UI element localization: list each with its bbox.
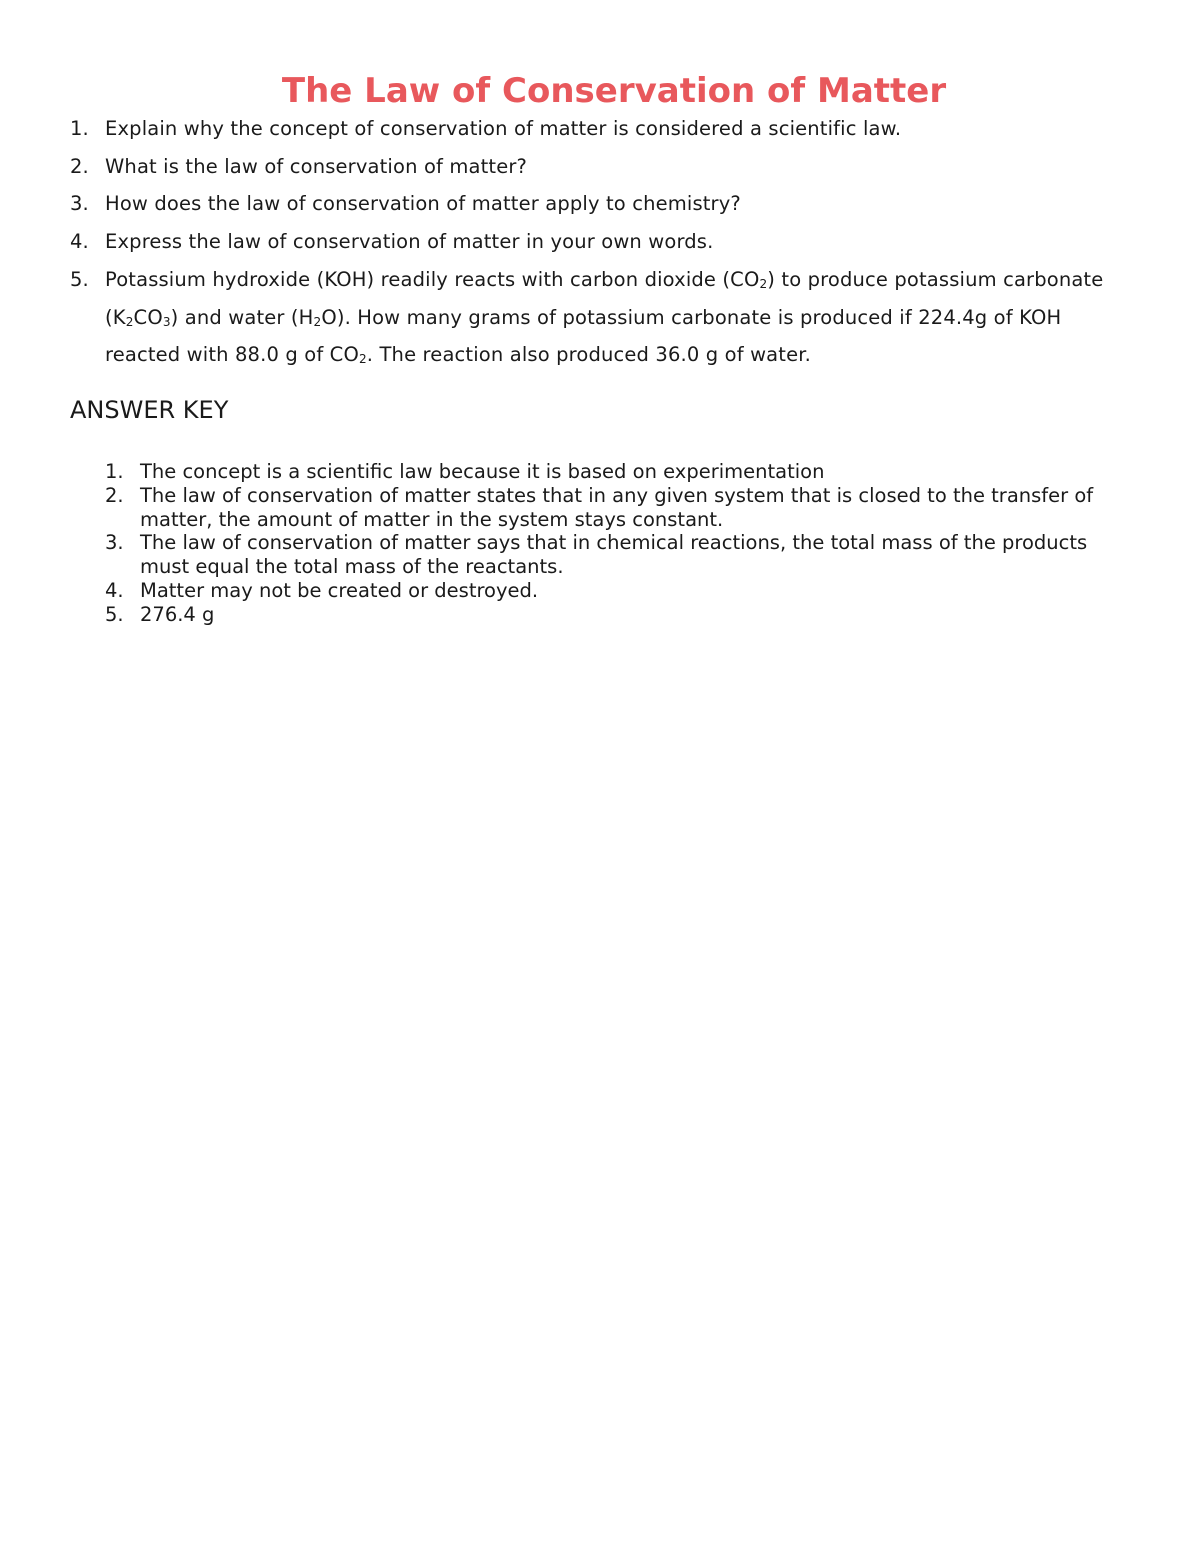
answer-text: The law of conservation of matter says that in chemical reactions, the total mass of the products must equal the total mass of the reactants. [140, 531, 1088, 579]
subscript: 2 [313, 314, 322, 329]
answer-number: 3. [105, 531, 124, 555]
answer-item [105, 484, 1135, 532]
question-item [70, 110, 1140, 148]
question-text [105, 268, 1103, 366]
subscript: 3 [162, 314, 171, 329]
question-text: What is the law of conservation of matter? [105, 154, 528, 178]
question-text-segment: ) and water (H [170, 305, 314, 329]
answer-number: 4. [105, 578, 124, 602]
answer-item [105, 603, 1135, 627]
subscript: 2 [358, 352, 367, 367]
question-number: 1. [70, 117, 89, 140]
question-text-segment: O). How many grams of potassium carbonate is produced if 224.4g of KOH reacted with 88.0 g of CO [105, 305, 1062, 367]
answer-number: 1. [105, 460, 124, 483]
question-number: 5. [70, 267, 89, 291]
question-text: Express the law of conservation of matter in your own words. [105, 230, 714, 254]
answer-list [105, 460, 1135, 627]
question-number: 2. [70, 154, 89, 178]
question-item [70, 223, 1140, 261]
question-text-segment: . The reaction also produced 36.0 g of water. [366, 343, 811, 367]
question-text-segment: Potassium hydroxide (KOH) readily reacts with carbon dioxide (CO [105, 267, 760, 291]
question-item [70, 185, 1140, 223]
answer-text: 276.4 g [140, 602, 215, 626]
answer-item [105, 579, 1135, 603]
answer-item [105, 460, 1135, 484]
question-item [70, 148, 1140, 186]
question-text-segment: ) to produce potassium carbonate (K [105, 267, 1104, 329]
answer-number: 5. [105, 602, 124, 626]
question-text: How does the law of conservation of matter apply to chemistry? [105, 192, 741, 216]
answer-text: The concept is a scientific law because it is based on experimentation [140, 460, 825, 483]
subscript: 2 [759, 276, 768, 291]
question-number: 4. [70, 230, 89, 254]
answer-text: The law of conservation of matter states that in any given system that is closed to the transfer of matter, the amount of matter in the system stays constant. [140, 483, 1094, 531]
question-item [70, 261, 1140, 374]
answer-text: Matter may not be created or destroyed. [140, 578, 539, 602]
question-text: Explain why the concept of conservation of matter is considered a scientific law. [105, 117, 902, 140]
answer-key-heading: ANSWER KEY [70, 396, 229, 424]
question-text-segment: CO [133, 305, 163, 329]
answer-number: 2. [105, 483, 124, 507]
question-list [70, 110, 1140, 374]
subscript: 2 [125, 314, 134, 329]
answer-item [105, 531, 1135, 579]
question-number: 3. [70, 192, 89, 216]
document-title: The Law of Conservation of Matter [281, 71, 947, 111]
